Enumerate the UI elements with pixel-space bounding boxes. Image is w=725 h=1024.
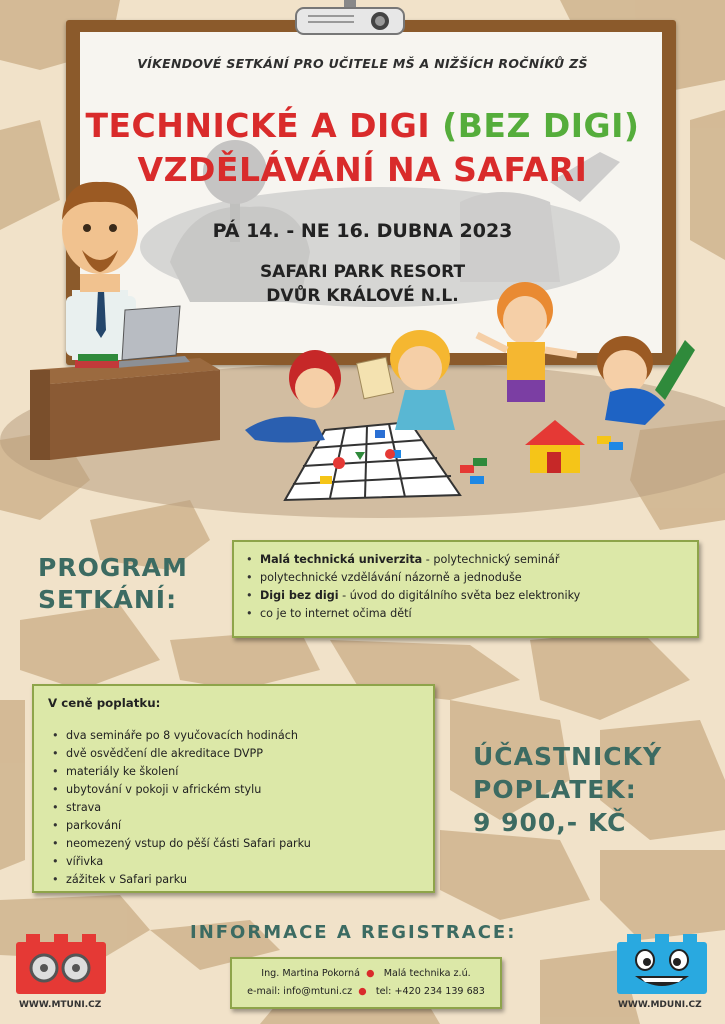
- mtuni-logo-icon: [16, 934, 106, 996]
- title-part-red: TECHNICKÉ A DIGI: [85, 106, 443, 145]
- program-item-bold: Malá technická univerzita: [260, 553, 423, 566]
- mtuni-logo-text[interactable]: WWW.MTUNI.CZ: [19, 1000, 102, 1010]
- venue-line-1: SAFARI PARK RESORT: [259, 262, 466, 282]
- included-item: • vířivka: [66, 853, 311, 871]
- kids-playing-illustration: [215, 280, 695, 510]
- program-item-text: co je to internet očima dětí: [260, 607, 412, 620]
- included-in-price-box: [32, 684, 435, 893]
- included-item: • dvě osvědčení dle akreditace DVPP: [66, 745, 311, 763]
- mduni-logo-icon: [617, 934, 707, 996]
- included-item: • neomezený vstup do pěší části Safari parku: [66, 835, 311, 853]
- program-heading: [38, 552, 188, 616]
- included-item: • parkování: [66, 817, 311, 835]
- event-dates: PÁ 14. - NE 16. DUBNA 2023: [212, 220, 513, 242]
- program-item-bold: Digi bez digi: [260, 589, 339, 602]
- program-heading-line-1: PROGRAM: [38, 553, 188, 582]
- program-item: [260, 587, 697, 605]
- program-box: [232, 540, 699, 638]
- included-item: • dva semináře po 8 vyučovacích hodinách: [66, 727, 311, 745]
- title-line-2: VZDĚLÁVÁNÍ NA SAFARI: [137, 150, 588, 189]
- included-list: [48, 727, 311, 889]
- contact-email[interactable]: e-mail: info@mtuni.cz: [247, 986, 353, 997]
- title-line-1: [0, 106, 725, 145]
- separator-dot: ●: [363, 968, 381, 979]
- included-caption: V ceně poplatku:: [48, 696, 161, 710]
- program-item: [260, 569, 697, 587]
- included-item: • zážitek v Safari parku: [66, 871, 311, 889]
- contact-organization: Malá technika z.ú.: [383, 968, 471, 979]
- included-item: • ubytování v pokoji v africkém stylu: [66, 781, 311, 799]
- info-registration-heading: INFORMACE A REGISTRACE:: [190, 922, 517, 943]
- contact-name: Ing. Martina Pokorná: [261, 968, 361, 979]
- contact-row-2: [232, 986, 500, 997]
- fee-line-2: POPLATEK:: [473, 775, 637, 804]
- title-part-green: (BEZ DIGI): [442, 106, 640, 145]
- contact-box: [230, 957, 502, 1009]
- contact-phone[interactable]: tel: +420 234 139 683: [375, 986, 485, 997]
- venue-line-2: DVŮR KRÁLOVÉ N.L.: [266, 286, 459, 306]
- projector-icon: [294, 0, 406, 36]
- program-item-text: - úvod do digitálního světa bez elektroniky: [338, 589, 581, 602]
- contact-row-1: [232, 968, 500, 979]
- participant-fee: [473, 740, 662, 839]
- included-item: • materiály ke školení: [66, 763, 311, 781]
- program-item: [260, 605, 697, 623]
- separator-dot: ●: [355, 986, 373, 997]
- program-item-text: polytechnické vzdělávání názorně a jednoduše: [260, 571, 522, 584]
- program-item: [260, 551, 697, 569]
- subtitle: VÍKENDOVÉ SETKÁNÍ PRO UČITELE MŠ A NIŽŠÍCH ROČNÍKŮ ZŠ: [137, 56, 588, 71]
- program-item-text: - polytechnický seminář: [422, 553, 560, 566]
- mduni-logo-text[interactable]: WWW.MDUNI.CZ: [618, 1000, 702, 1010]
- included-item: • strava: [66, 799, 311, 817]
- program-list: [234, 542, 697, 623]
- fee-line-1: ÚČASTNICKÝ: [473, 742, 663, 771]
- program-heading-line-2: SETKÁNÍ:: [38, 585, 178, 614]
- fee-amount: 9 900,- KČ: [473, 808, 627, 837]
